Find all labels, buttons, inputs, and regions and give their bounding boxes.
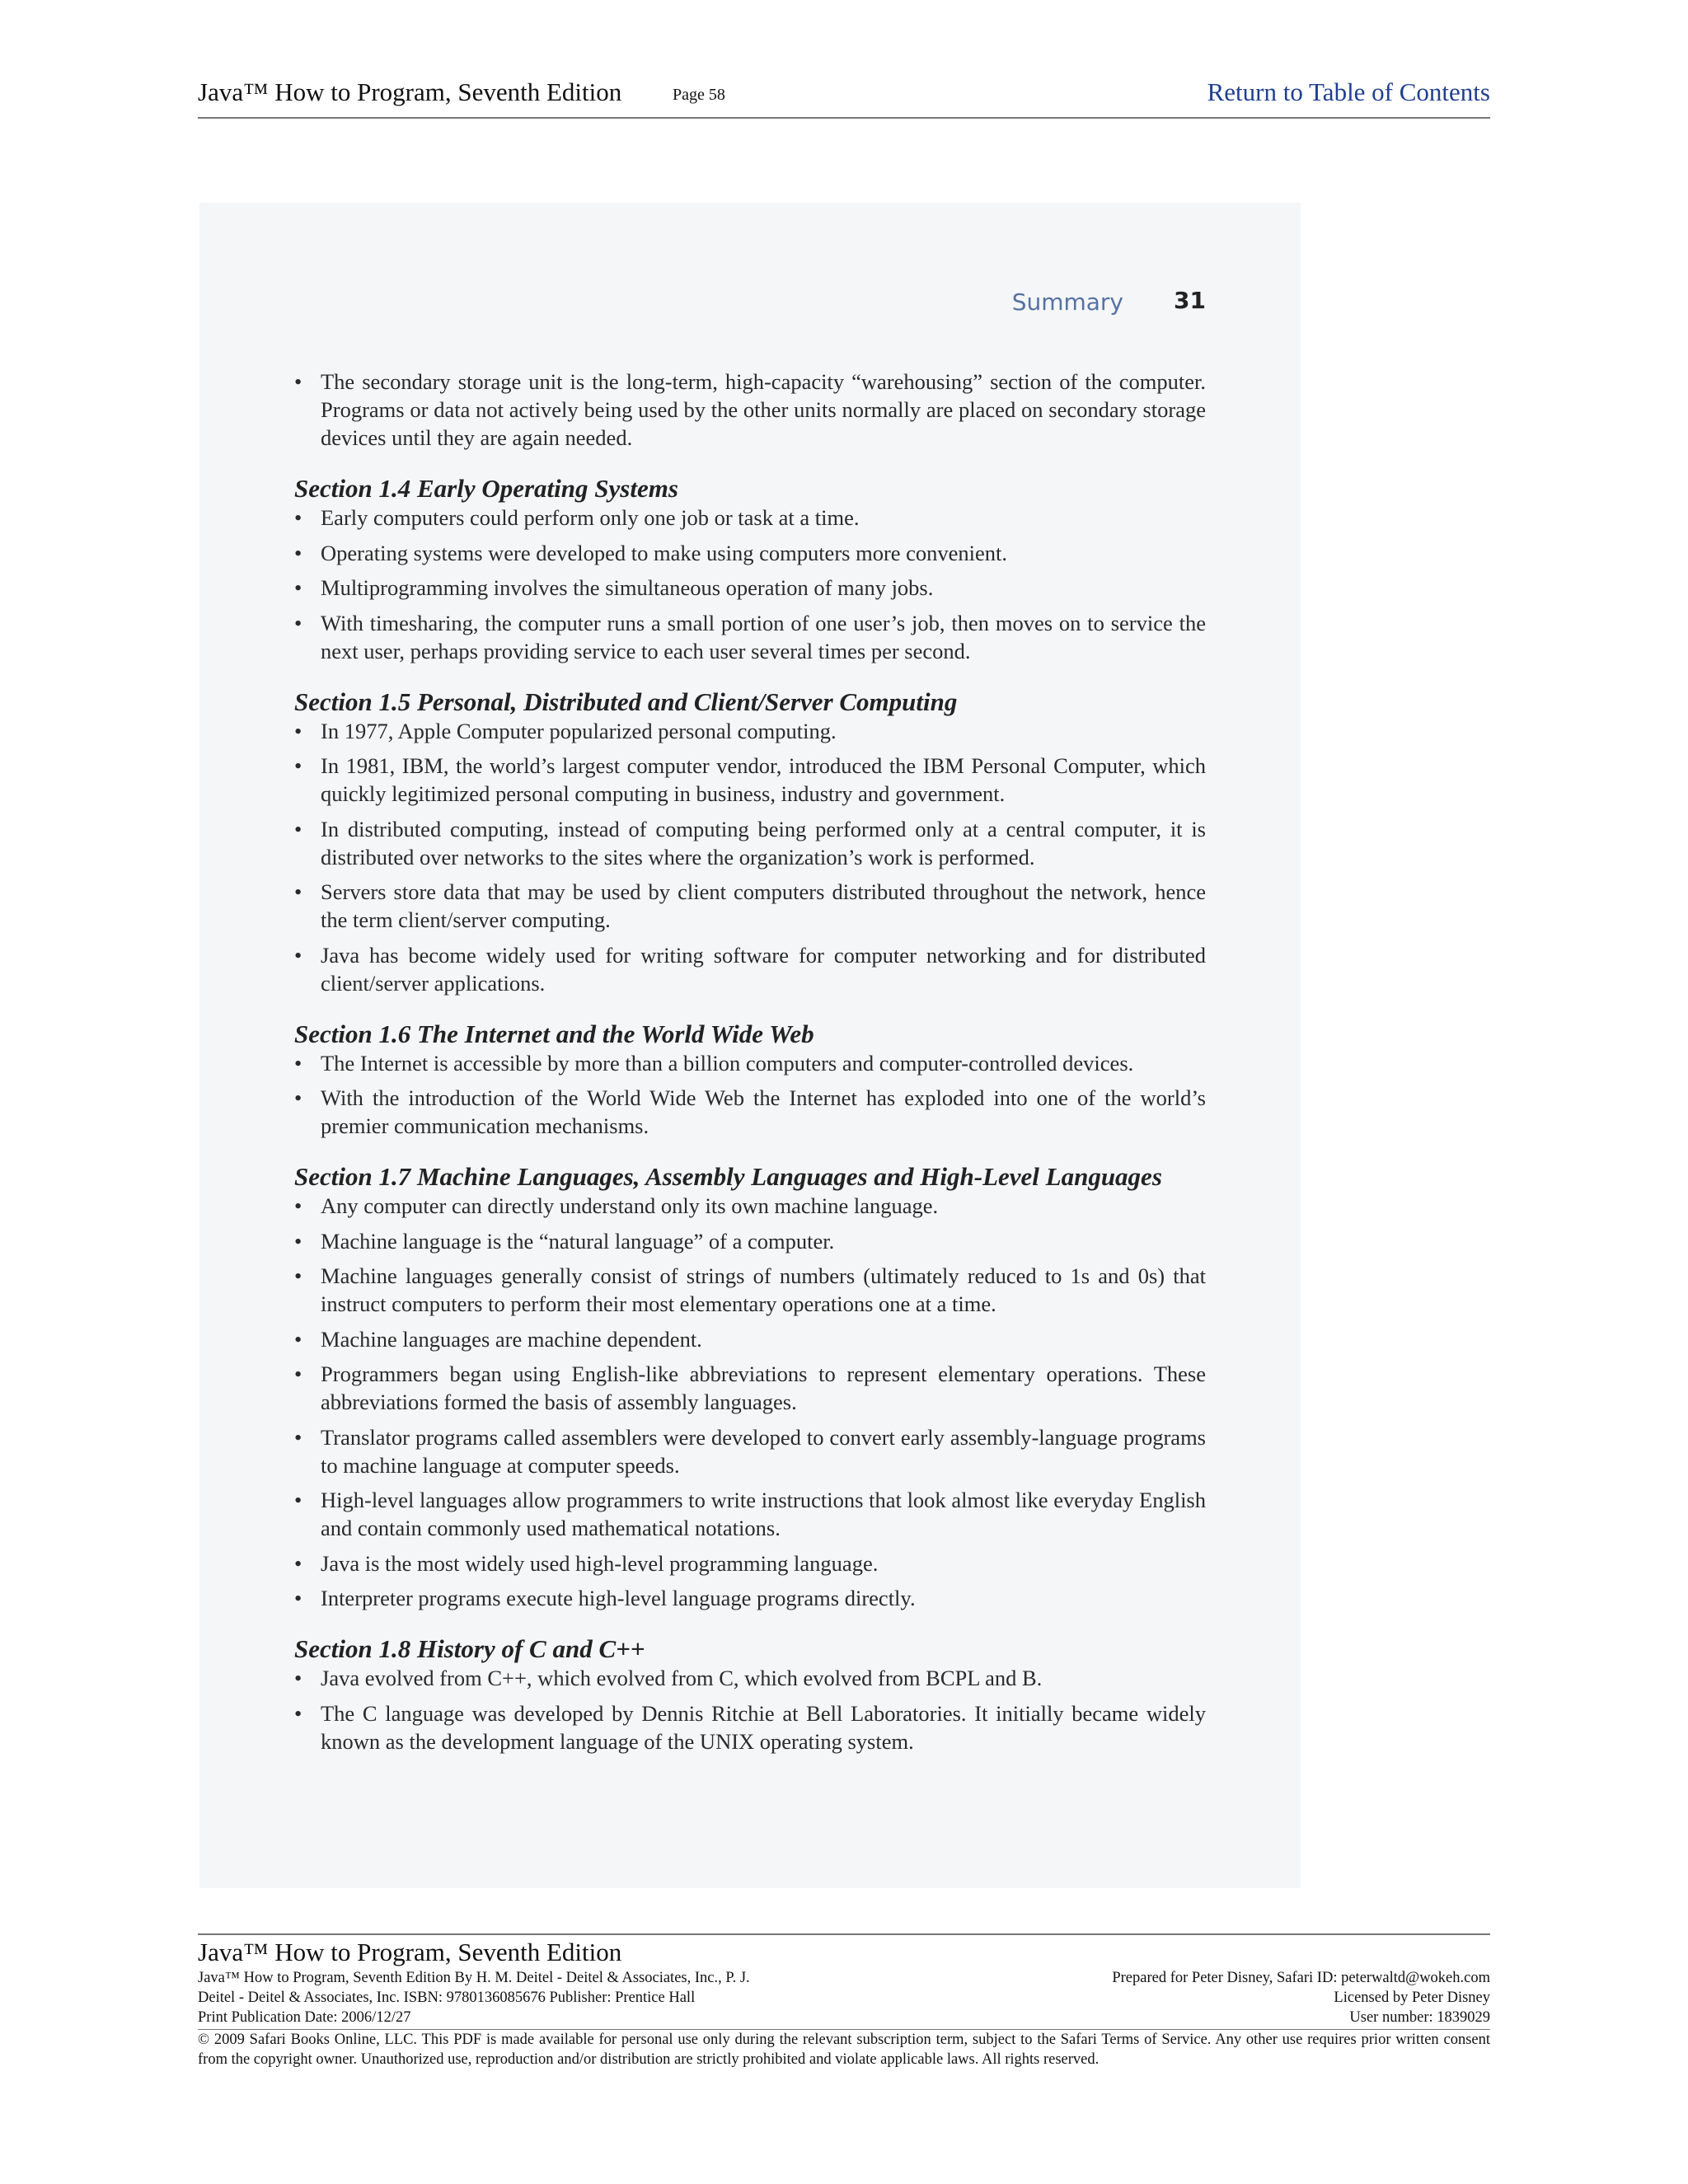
bullet-item <box>294 941 1206 997</box>
bullet-dot: • <box>294 753 302 778</box>
bullet-text: Machine languages generally consist of strings of numbers (ultimately reduced to 1s and 0s) that instruct computers to perform their most elementary operations one at a time. <box>321 1263 1206 1316</box>
intro-bullet-list <box>294 368 1206 452</box>
summary-content <box>294 368 1206 1762</box>
bullet-dot: • <box>294 610 302 635</box>
bullet-item <box>294 504 1206 532</box>
bullet-item <box>294 878 1206 934</box>
bullet-item <box>294 1084 1206 1140</box>
bullet-dot: • <box>294 1666 302 1690</box>
bullet-item <box>294 609 1206 665</box>
page-header <box>198 76 1490 119</box>
footer-row <box>198 1988 1490 2008</box>
section-bullet-list <box>294 717 1206 997</box>
bullet-text: In 1977, Apple Computer popularized personal computing. <box>321 718 837 743</box>
running-head-title: Summary <box>1011 288 1123 316</box>
footer-row <box>198 2008 1490 2027</box>
footer-credits: Java™ How to Program, Seventh Edition By H. M. Deitel - Deitel & Associates, Inc., P. J. <box>198 1970 750 1986</box>
bullet-item <box>294 1423 1206 1479</box>
bullet-dot: • <box>294 1586 302 1610</box>
bullet-text: With the introduction of the World Wide Web the Internet has exploded into one of the world’s premier communication mechanisms. <box>321 1085 1206 1138</box>
section-heading: Section 1.8 History of C and C++ <box>294 1634 645 1663</box>
footer-copyright: © 2009 Safari Books Online, LLC. This PDF is made available for personal use only during the relevant subscription term, subject to the Safari Terms of Service. Any other use requires prior written consent from the copyright owner. Unauthorized use, reproduction and/or distribution are strictly prohibited and violate applicable laws. All rights reserved. <box>198 2029 1490 2069</box>
page-number-label: Page 58 <box>673 86 725 104</box>
bullet-text: Interpreter programs execute high-level language programs directly. <box>321 1586 916 1610</box>
bullet-dot: • <box>294 369 302 394</box>
bullet-item <box>294 1549 1206 1577</box>
bullet-item <box>294 1192 1206 1220</box>
bullet-dot: • <box>294 505 302 530</box>
return-to-toc-link[interactable]: Return to Table of Contents <box>1207 77 1490 106</box>
bullet-item <box>294 1227 1206 1255</box>
bullet-text: Machine language is the “natural language” of a computer. <box>321 1228 835 1254</box>
bullet-dot: • <box>294 942 302 968</box>
bullet-item <box>294 1049 1206 1077</box>
bullet-dot: • <box>294 1326 302 1352</box>
bullet-dot: • <box>294 1085 302 1110</box>
bullet-text: Early computers could perform only one job or task at a time. <box>321 505 860 530</box>
page-footer <box>198 1933 1490 2069</box>
bullet-dot: • <box>294 1700 302 1726</box>
bullet-text: Operating systems were developed to make using computers more convenient. <box>321 540 1008 565</box>
bullet-item <box>294 815 1206 871</box>
bullet-text: Java evolved from C++, which evolved from C, which evolved from BCPL and B. <box>321 1666 1043 1690</box>
bullet-text: Java has become widely used for writing software for computer networking and for distributed client/server applications. <box>321 942 1206 996</box>
bullet-item <box>294 1360 1206 1416</box>
bullet-dot: • <box>294 816 302 841</box>
bullet-item <box>294 717 1206 745</box>
bullet-dot: • <box>294 1193 302 1218</box>
bullet-dot: • <box>294 540 302 565</box>
bullet-text: Machine languages are machine dependent. <box>321 1326 702 1352</box>
bullet-text: The C language was developed by Dennis Ritchie at Bell Laboratories. It initially became widely known as the development language of the UNIX operating system. <box>321 1700 1206 1754</box>
bullet-dot: • <box>294 1488 302 1512</box>
section-heading: Section 1.6 The Internet and the World Wide Web <box>294 1019 814 1048</box>
bullet-text: The secondary storage unit is the long-term, high-capacity “warehousing” section of the computer. Programs or data not actively being used by the other units normally are placed on secondary storage devices until they are again needed. <box>321 369 1206 450</box>
bullet-item <box>294 1584 1206 1612</box>
bullet-dot: • <box>294 1361 302 1386</box>
bullet-text: Multiprogramming involves the simultaneous operation of many jobs. <box>321 575 934 600</box>
bullet-item <box>294 539 1206 567</box>
bullet-dot: • <box>294 1550 302 1576</box>
bullet-item <box>294 1699 1206 1755</box>
bullet-text: Any computer can directly understand only its own machine language. <box>321 1193 939 1218</box>
bullet-text: High-level languages allow programmers to write instructions that look almost like everyday English and contain commonly used mathematical notations. <box>321 1488 1206 1540</box>
running-head-page-number: 31 <box>1174 287 1206 314</box>
bullet-item <box>294 1486 1206 1542</box>
section-heading: Section 1.7 Machine Languages, Assembly Languages and High-Level Languages <box>294 1162 1162 1191</box>
bullet-item <box>294 368 1206 452</box>
bullet-text: Java is the most widely used high-level programming language. <box>321 1550 879 1576</box>
bullet-dot: • <box>294 1050 302 1076</box>
bullet-dot: • <box>294 1424 302 1450</box>
bullet-text: Programmers began using English-like abbreviations to represent elementary operations. These abbreviations formed the basis of assembly languages. <box>321 1361 1206 1414</box>
bullet-item <box>294 752 1206 808</box>
bullet-dot: • <box>294 575 302 600</box>
bullet-item <box>294 1262 1206 1318</box>
bullet-text: Servers store data that may be used by client computers distributed throughout the network, hence the term client/server computing. <box>321 879 1206 932</box>
footer-isbn: Deitel - Deitel & Associates, Inc. ISBN: 9780136085676 Publisher: Prentice Hall <box>198 1990 696 2006</box>
bullet-dot: • <box>294 1228 302 1254</box>
bullet-text: Translator programs called assemblers were developed to convert early assembly-language programs to machine language at computer speeds. <box>321 1424 1206 1478</box>
section-heading: Section 1.5 Personal, Distributed and Client/Server Computing <box>294 687 958 716</box>
footer-prepared-for: Prepared for Peter Disney, Safari ID: peterwaltd@wokeh.com <box>1112 1970 1490 1986</box>
bullet-item <box>294 1664 1206 1692</box>
bullet-dot: • <box>294 718 302 743</box>
bullet-text: In 1981, IBM, the world’s largest computer vendor, introduced the IBM Personal Computer, which quickly legitimized personal computing in business, industry and government. <box>321 753 1206 806</box>
bullet-item <box>294 574 1206 602</box>
bullet-text: The Internet is accessible by more than a billion computers and computer-controlled devices. <box>321 1050 1134 1076</box>
bullet-text: With timesharing, the computer runs a small portion of one user’s job, then moves on to service the next user, perhaps providing service to each user several times per second. <box>321 610 1206 663</box>
footer-user-number: User number: 1839029 <box>1349 2009 1490 2026</box>
section-bullet-list <box>294 1049 1206 1141</box>
bullet-item <box>294 1325 1206 1353</box>
bullet-dot: • <box>294 879 302 904</box>
footer-licensed-by: Licensed by Peter Disney <box>1334 1990 1490 2006</box>
bullet-text: In distributed computing, instead of computing being performed only at a central computer, it is distributed over networks to the sites where the organization’s work is performed. <box>321 816 1206 869</box>
running-head <box>199 288 1301 321</box>
footer-book-title: Java™ How to Program, Seventh Edition <box>198 1938 622 1966</box>
section-heading: Section 1.4 Early Operating Systems <box>294 474 678 503</box>
footer-row <box>198 1968 1490 1988</box>
section-bullet-list <box>294 1192 1206 1612</box>
section-bullet-list <box>294 1664 1206 1755</box>
footer-publication-date: Print Publication Date: 2006/12/27 <box>198 2009 411 2026</box>
summary-sections <box>294 474 1206 1755</box>
scanned-page <box>199 203 1301 1888</box>
book-title: Java™ How to Program, Seventh Edition <box>198 77 622 106</box>
bullet-dot: • <box>294 1263 302 1288</box>
section-bullet-list <box>294 504 1206 665</box>
